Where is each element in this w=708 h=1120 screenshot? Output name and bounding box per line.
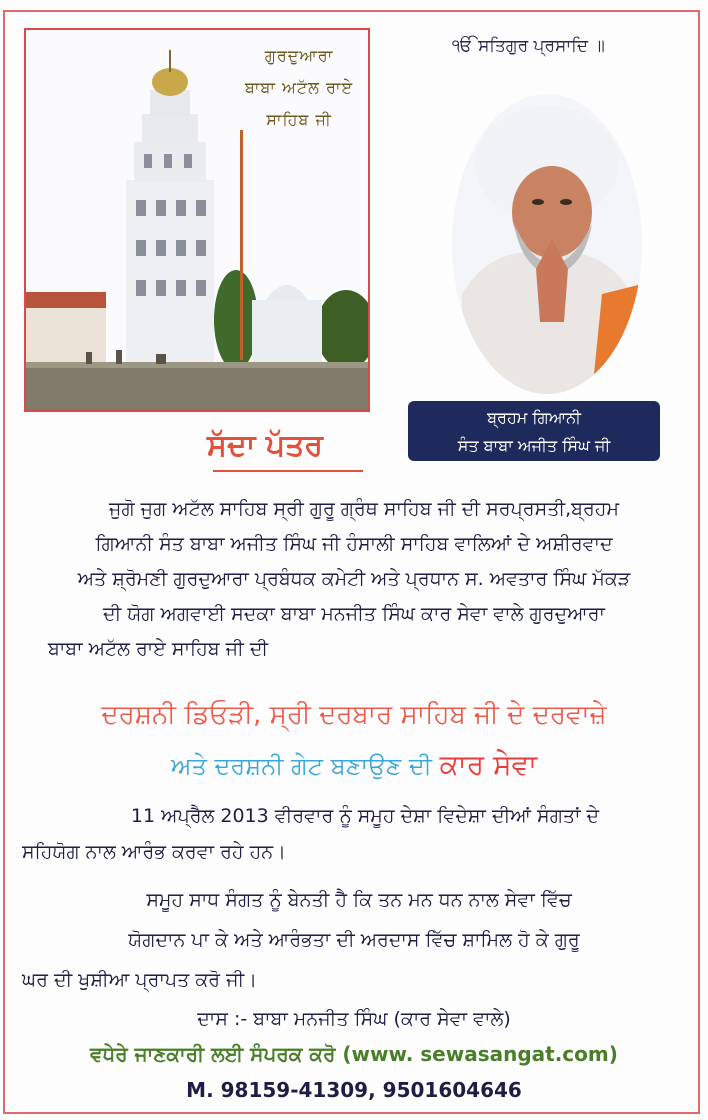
- phone-numbers: M. 98159-41309, 9501604646: [186, 1078, 522, 1102]
- date-line: ਸਹਿਯੋਗ ਨਾਲ ਆਰੰਭ ਕਰਵਾ ਰਹੇ ਹਨ।: [22, 841, 286, 863]
- intro-line: ਜੁਗੋ ਜੁਗ ਅਟੱਲ ਸਾਹਿਬ ਸ੍ਰੀ ਗੁਰੂ ਗ੍ਰੰਥ ਸਾਹਿਬ ਜੀ ਦੀ ਸਰਪ੍ਰਸਤੀ,ਬ੍ਰਹਮ: [109, 498, 619, 520]
- request-line: ਘਰ ਦੀ ਖੁਸ਼ੀਆ ਪ੍ਰਾਪਤ ਕਰੋ ਜੀ।: [22, 969, 258, 991]
- invitation-title: ਸੱਦਾ ਪੱਤਰ: [206, 428, 323, 463]
- title-underline: [213, 470, 363, 472]
- gate-text: ਅਤੇ ਦਰਸ਼ਨੀ ਗੇਟ ਬਣਾਉਣ ਦੀ: [170, 752, 432, 780]
- intro-line: ਬਾਬਾ ਅਟੱਲ ਰਾਏ ਸਾਹਿਬ ਜੀ ਦੀ: [48, 638, 269, 660]
- intro-line: ਅਤੇ ਸ਼੍ਰੋਮਣੀ ਗੁਰਦੁਆਰਾ ਪ੍ਰਬੰਧਕ ਕਮੇਟੀ ਅਤੇ ਪ੍ਰਧਾਨ ਸ. ਅਵਤਾਰ ਸਿੰਘ ਮੱਕੜ: [77, 568, 631, 590]
- portrait-photo: [452, 94, 642, 394]
- name-line: ਬ੍ਰਹਮ ਗਿਆਨੀ: [487, 408, 581, 427]
- signature: ਦਾਸ :- ਬਾਬਾ ਮਨਜੀਤ ਸਿੰਘ (ਕਾਰ ਸੇਵਾ ਵਾਲੇ): [197, 1008, 511, 1030]
- contact-line: ਵਧੇਰੇ ਜਾਣਕਾਰੀ ਲਈ ਸੰਪਰਕ ਕਰੋ (www. sewasangat.com): [90, 1042, 618, 1066]
- caption-line: ਬਾਬਾ ਅਟੱਲ ਰਾਏ: [244, 78, 354, 97]
- request-paragraph: [0, 880, 708, 1000]
- request-line: ਯੋਗਦਾਨ ਪਾ ਕੇ ਅਤੇ ਆਰੰਭਤਾ ਦੀ ਅਰਦਾਸ ਵਿੱਚ ਸ਼ਾਮਿਲ ਹੋ ਕੇ ਗੁਰੂ: [128, 929, 580, 951]
- intro-line: ਗਿਆਨੀ ਸੰਤ ਬਾਬਾ ਅਜੀਤ ਸਿੰਘ ਜੀ ਹੰਸਾਲੀ ਸਾਹਿਬ ਵਾਲਿਆਂ ਦੇ ਅਸ਼ੀਰਵਾਦ: [95, 533, 613, 555]
- request-line: ਸਮੂਹ ਸਾਧ ਸੰਗਤ ਨੂੰ ਬੇਨਤੀ ਹੈ ਕਿ ਤਨ ਮਨ ਧਨ ਨਾਲ ਸੇਵਾ ਵਿੱਚ: [146, 889, 572, 911]
- darshani-deori-heading: ਦਰਸ਼ਨੀ ਡਿਓੜੀ, ਸ੍ਰੀ ਦਰਬਾਰ ਸਾਹਿਬ ਜੀ ਦੇ ਦਰਵਾਜ਼ੇ: [101, 700, 607, 730]
- date-line: 11 ਅਪ੍ਰੈਲ 2013 ਵੀਰਵਾਰ ਨੂੰ ਸਮੂਹ ਦੇਸ਼ਾ ਵਿਦੇਸ਼ਾ ਦੀਆਂ ਸੰਗਤਾਂ ਦੇ: [130, 805, 600, 827]
- name-line: ਸੰਤ ਬਾਬਾ ਅਜੀਤ ਸਿੰਘ ਜੀ: [457, 436, 611, 455]
- intro-paragraph: [0, 492, 708, 667]
- caption-line: ਗੁਰਦੁਆਰਾ: [264, 46, 334, 65]
- portrait-illustration: [452, 94, 642, 394]
- gurdwara-photo: [24, 28, 370, 412]
- photo-caption: [224, 40, 370, 136]
- caption-line: ਸਾਹਿਬ ਜੀ: [266, 110, 332, 129]
- kar-seva-text: ਕਾਰ ਸੇਵਾ: [439, 748, 538, 781]
- intro-line: ਦੀ ਯੋਗ ਅਗਵਾਈ ਸਦਕਾ ਬਾਬਾ ਮਨਜੀਤ ਸਿੰਘ ਕਾਰ ਸੇਵਾ ਵਾਲੇ ਗੁਰਦੁਆਰਾ: [103, 603, 605, 625]
- darshani-gate-heading: [0, 748, 708, 782]
- date-paragraph: [0, 798, 708, 870]
- invocation-text: ੴ ਸਤਿਗੁਰ ਪ੍ਰਸਾਦਿ ॥: [452, 36, 605, 56]
